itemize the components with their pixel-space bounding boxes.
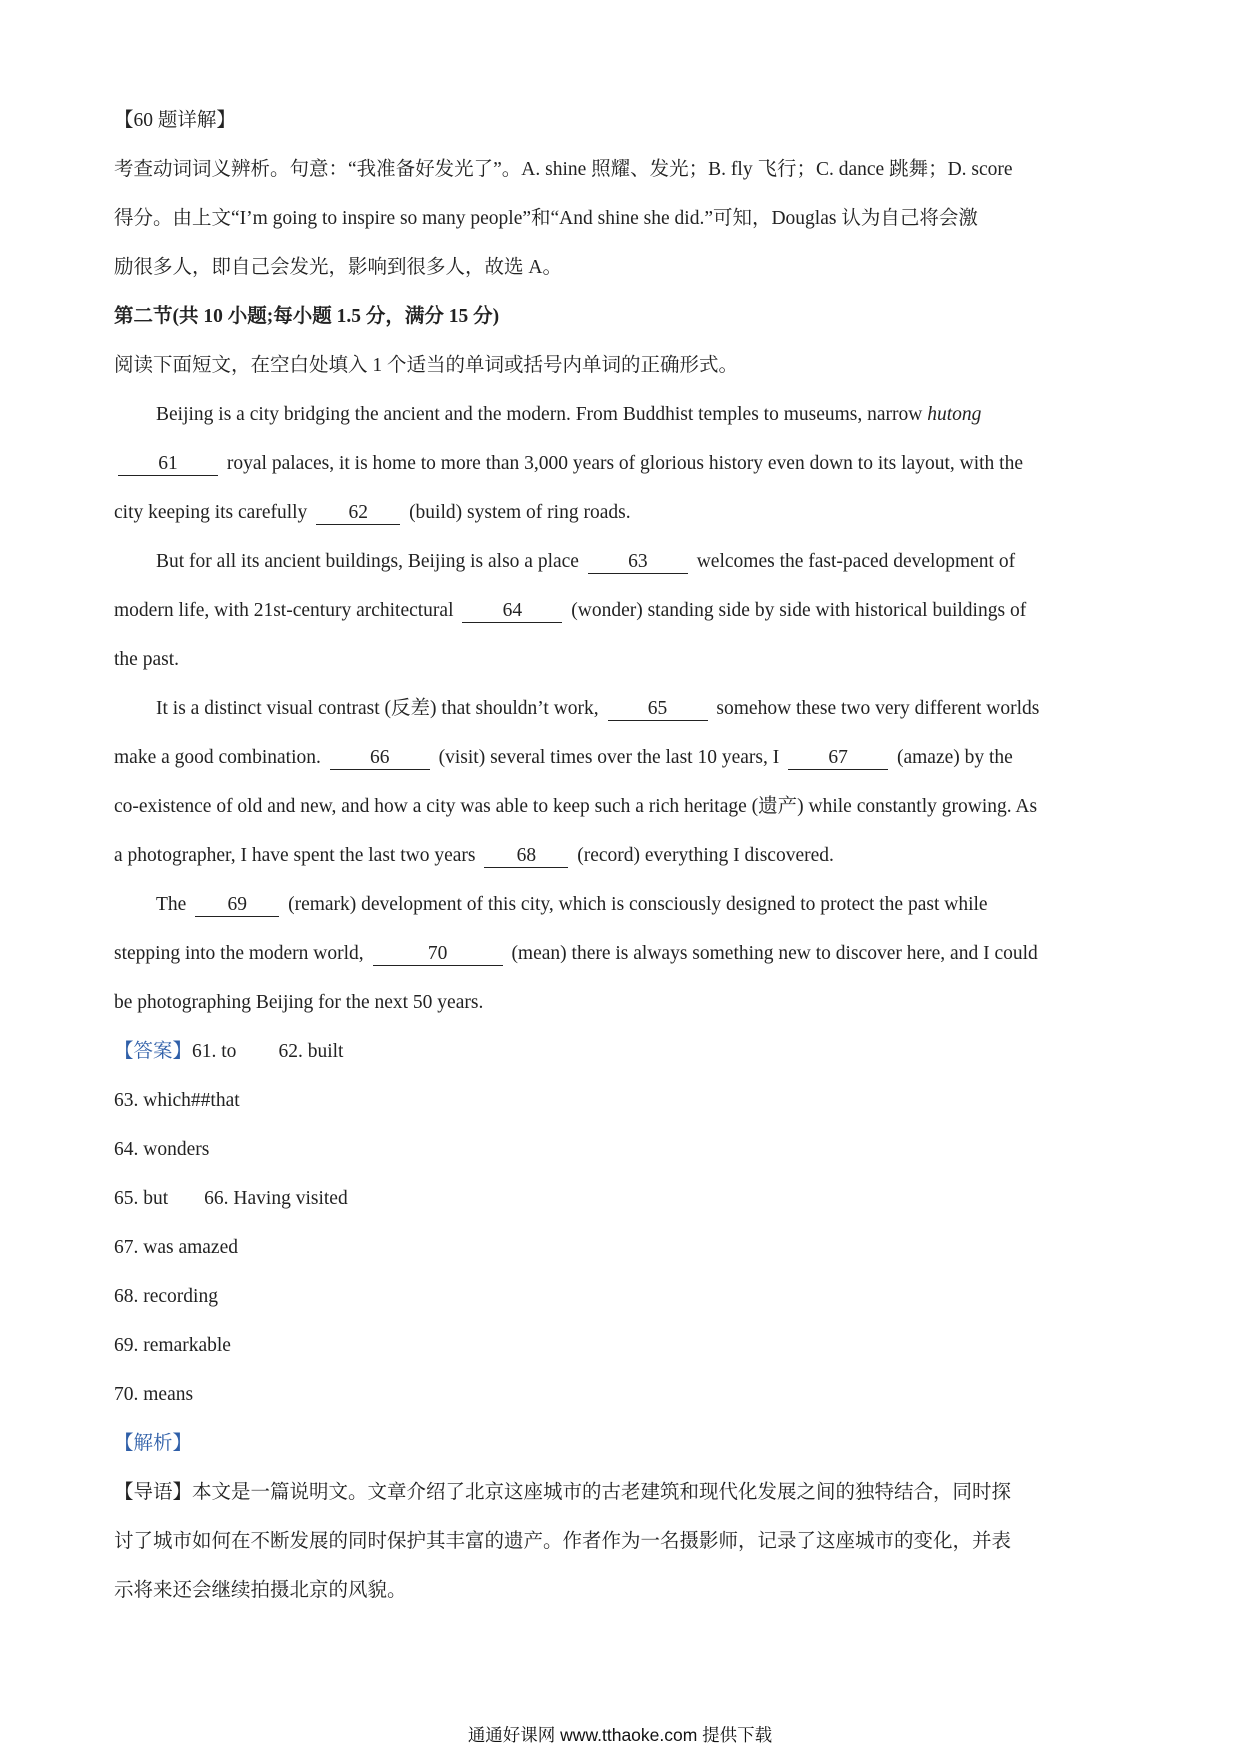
q60-heading: 【60 题详解】 <box>114 110 236 131</box>
passage-text: royal palaces, it is home to more than 3,000 years of glorious history even down to its layout, with the <box>222 453 1023 474</box>
q60-explanation-line-1: 考查动词词义辨析。句意：“我准备好发光了”。A. shine 照耀、发光；B. fly 飞行；C. dance 跳舞；D. score <box>114 159 1013 180</box>
analysis-guide-line-1: 【导语】本文是一篇说明文。文章介绍了北京这座城市的古老建筑和现代化发展之间的独特结合，同时探 <box>114 1482 1012 1503</box>
answer-63: 63. which##that <box>114 1090 240 1111</box>
passage-text: But for all its ancient buildings, Beijing is also a place <box>156 551 584 572</box>
page-footer: 通通好课网 www.tthaoke.com 提供下载 <box>467 1725 773 1745</box>
passage-text: the past. <box>114 649 179 670</box>
passage-line <box>114 978 1134 1027</box>
section-instruction: 阅读下面短文，在空白处填入 1 个适当的单词或括号内单词的正确形式。 <box>114 355 739 376</box>
analysis-label: 【解析】 <box>114 1433 193 1454</box>
passage-line <box>114 733 1134 782</box>
answer-61: 61. to <box>192 1041 237 1062</box>
passage-text: It is a distinct visual contrast (反差) that shouldn’t work, <box>156 698 604 719</box>
blank-63: 63 <box>588 551 688 574</box>
blank-66: 66 <box>330 747 430 770</box>
passage-text: (remark) development of this city, which is consciously designed to protect the past while <box>283 894 988 915</box>
passage-line <box>114 390 1134 439</box>
passage-line <box>114 782 1134 831</box>
passage-text: (wonder) standing side by side with historical buildings of <box>566 600 1027 621</box>
answer-70: 70. means <box>114 1384 194 1405</box>
q60-explanation-line-2: 得分。由上文“I’m going to inspire so many people”和“And shine she did.”可知，Douglas 认为自己将会激 <box>114 208 978 229</box>
passage-text: make a good combination. <box>114 747 326 768</box>
passage-text: be photographing Beijing for the next 50 years. <box>114 992 484 1013</box>
answer-67: 67. was amazed <box>114 1237 238 1258</box>
passage-italic-word: hutong <box>927 404 982 425</box>
passage-text: welcomes the fast-paced development of <box>691 551 1016 572</box>
passage-text: somehow these two very different worlds <box>711 698 1040 719</box>
answers-label: 【答案】 <box>114 1041 193 1062</box>
analysis-guide-line-2: 讨了城市如何在不断发展的同时保护其丰富的遗产。作者作为一名摄影师，记录了这座城市的变化，并表 <box>114 1531 1012 1552</box>
passage-line <box>114 439 1134 488</box>
passage-line <box>114 635 1134 684</box>
answers-line <box>114 1027 1134 1076</box>
passage-text: a photographer, I have spent the last two years <box>114 845 481 866</box>
answer-66: 66. Having visited <box>204 1188 348 1209</box>
answer-68: 68. recording <box>114 1286 218 1307</box>
passage-text: city keeping its carefully <box>114 502 313 523</box>
passage-line <box>114 488 1134 537</box>
passage-text: (build) system of ring roads. <box>404 502 631 523</box>
passage-line <box>114 929 1134 978</box>
passage-text: (record) everything I discovered. <box>572 845 834 866</box>
analysis-guide-line-3: 示将来还会继续拍摄北京的风貌。 <box>114 1580 407 1601</box>
passage-text: (mean) there is always something new to discover here, and I could <box>506 943 1038 964</box>
passage-text: co-existence of old and new, and how a city was able to keep such a rich heritage (遗产) while constantly growing. As <box>114 796 1038 817</box>
q60-explanation-line-3: 励很多人，即自己会发光，影响到很多人，故选 A。 <box>114 257 562 278</box>
blank-64: 64 <box>462 600 562 623</box>
passage-text: modern life, with 21st-century architectural <box>114 600 459 621</box>
passage-text: stepping into the modern world, <box>114 943 369 964</box>
blank-62: 62 <box>316 502 400 525</box>
passage-line <box>114 684 1134 733</box>
answer-65: 65. but <box>114 1188 169 1209</box>
passage-line <box>114 537 1134 586</box>
page-content <box>114 96 1134 1615</box>
blank-69: 69 <box>195 894 279 917</box>
passage-line <box>114 586 1134 635</box>
blank-68: 68 <box>484 845 568 868</box>
passage-line <box>114 831 1134 880</box>
blank-65: 65 <box>608 698 708 721</box>
passage-text: The <box>156 894 192 915</box>
answer-62: 62. built <box>278 1041 344 1062</box>
answers-line <box>114 1174 1134 1223</box>
passage-text: (visit) several times over the last 10 years, I <box>433 747 785 768</box>
passage-text: (amaze) by the <box>892 747 1013 768</box>
passage-line <box>114 880 1134 929</box>
passage-text: Beijing is a city bridging the ancient and the modern. From Buddhist temples to museums, narrow <box>156 404 928 425</box>
blank-61: 61 <box>118 453 218 476</box>
blank-67: 67 <box>788 747 888 770</box>
blank-70: 70 <box>373 943 503 966</box>
answer-64: 64. wonders <box>114 1139 210 1160</box>
section-title: 第二节(共 10 小题;每小题 1.5 分，满分 15 分) <box>114 306 500 327</box>
answer-69: 69. remarkable <box>114 1335 231 1356</box>
